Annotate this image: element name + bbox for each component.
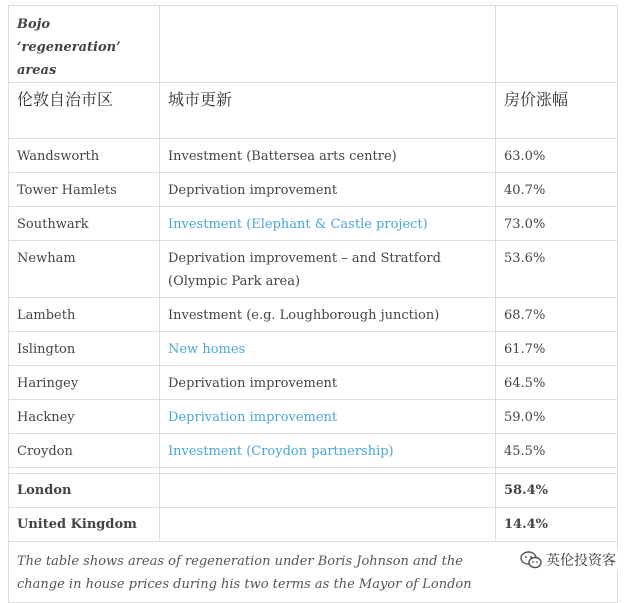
- row-regeneration: Deprivation improvement: [160, 173, 496, 207]
- header-note: Bojo ‘regeneration’ areas: [9, 6, 160, 83]
- row-area: Hackney: [9, 400, 160, 434]
- row-change: 64.5%: [496, 366, 618, 400]
- row-regeneration: Investment (e.g. Loughborough junction): [160, 298, 496, 332]
- table-row: [9, 207, 618, 241]
- column-header-change: 房价涨幅: [496, 83, 618, 139]
- caption-text: The table shows areas of regeneration under Boris Johnson and the change in house prices during his two terms as the Mayor of London: [17, 554, 472, 592]
- row-area: Wandsworth: [9, 139, 160, 173]
- row-area: Islington: [9, 332, 160, 366]
- row-change: 63.0%: [496, 139, 618, 173]
- watermark: [517, 549, 619, 571]
- row-change: 53.6%: [496, 241, 618, 298]
- column-header-area: 伦敦自治市区: [9, 83, 160, 139]
- row-regeneration: Deprivation improvement: [160, 366, 496, 400]
- row-area: Lambeth: [9, 298, 160, 332]
- total-change: 14.4%: [496, 508, 618, 542]
- total-area: London: [9, 474, 160, 508]
- row-change: 61.7%: [496, 332, 618, 366]
- row-change: 68.7%: [496, 298, 618, 332]
- row-change: 40.7%: [496, 173, 618, 207]
- wechat-icon: [520, 551, 542, 569]
- total-change: 58.4%: [496, 474, 618, 508]
- regeneration-table: [8, 5, 618, 603]
- row-area: Croydon: [9, 434, 160, 468]
- row-regeneration: Deprivation improvement – and Stratford (Olympic Park area): [160, 241, 496, 298]
- table-row: [9, 139, 618, 173]
- column-header-regeneration: 城市更新: [160, 83, 496, 139]
- row-regeneration-link[interactable]: Investment (Croydon partnership): [160, 434, 496, 468]
- row-area: Haringey: [9, 366, 160, 400]
- row-change: 73.0%: [496, 207, 618, 241]
- header-note-row: [9, 6, 618, 83]
- row-regeneration-link[interactable]: New homes: [160, 332, 496, 366]
- watermark-text: 英伦投资客: [546, 553, 616, 569]
- row-regeneration-link[interactable]: Investment (Elephant & Castle project): [160, 207, 496, 241]
- total-row: [9, 474, 618, 508]
- table-row: [9, 173, 618, 207]
- table-row: [9, 332, 618, 366]
- table-row: [9, 241, 618, 298]
- row-regeneration-link[interactable]: Deprivation improvement: [160, 400, 496, 434]
- total-row: [9, 508, 618, 542]
- row-regeneration: Investment (Battersea arts centre): [160, 139, 496, 173]
- row-area: Tower Hamlets: [9, 173, 160, 207]
- table-row: [9, 366, 618, 400]
- column-header-row: [9, 83, 618, 139]
- row-area: Newham: [9, 241, 160, 298]
- row-change: 45.5%: [496, 434, 618, 468]
- total-area: United Kingdom: [9, 508, 160, 542]
- table-row: [9, 400, 618, 434]
- row-area: Southwark: [9, 207, 160, 241]
- row-change: 59.0%: [496, 400, 618, 434]
- table-row: [9, 434, 618, 468]
- table-row: [9, 298, 618, 332]
